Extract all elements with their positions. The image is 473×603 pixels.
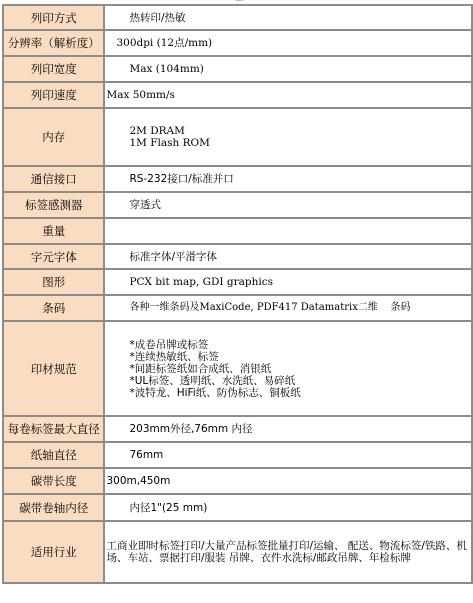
row-value (105, 31, 471, 55)
value-line: 2M DRAM (129, 125, 185, 137)
row-value (105, 417, 471, 441)
row-label: 重量 (4, 219, 103, 243)
value-line: 300dpi (12点/mm) (116, 37, 213, 49)
table-row (4, 495, 471, 520)
table-row (4, 219, 471, 243)
value-line: *UL标签、透明纸、水洗纸、易碎纸 (129, 374, 296, 387)
table-row (4, 193, 471, 217)
row-value (105, 245, 471, 268)
spec-table (2, 4, 473, 584)
row-value (105, 296, 471, 320)
row-label: 碳带长度 (4, 469, 103, 493)
value-line: *成卷吊牌或标签 (129, 338, 209, 351)
table-row (4, 522, 471, 582)
table-row (4, 245, 471, 268)
value-line: *连续热敏纸、标签 (129, 350, 219, 363)
table-row (4, 83, 471, 107)
table-row (4, 6, 471, 29)
row-value (105, 270, 471, 294)
table-row (4, 270, 471, 294)
value-line: 1M Flash ROM (129, 137, 210, 149)
value-line: 热转印/热敏 (129, 11, 186, 24)
value-line: RS-232接口/标准并口 (129, 173, 234, 185)
row-label: 内存 (4, 109, 103, 165)
value-line: 穿透式 (129, 199, 161, 211)
row-value (105, 193, 471, 217)
row-label: 字元字体 (4, 245, 103, 268)
row-value (105, 495, 471, 520)
row-value (105, 219, 471, 243)
row-label: 碳带卷轴内径 (4, 495, 103, 520)
table-row (4, 31, 471, 55)
row-value (105, 83, 471, 107)
row-label: 分辨率（解析度） (4, 31, 103, 55)
value-line: 内径1"(25 mm) (129, 501, 208, 514)
row-label: 图形 (4, 270, 103, 294)
row-label: 列印方式 (4, 6, 103, 29)
row-label: 纸轴直径 (4, 443, 103, 467)
value-line: PCX bit map, GDI graphics (129, 276, 274, 288)
value-line: *间距标签纸如合成纸、消银纸 (129, 362, 272, 375)
row-label: 条码 (4, 296, 103, 320)
row-label: 印材规范 (4, 322, 103, 415)
table-row (4, 443, 471, 467)
row-label: 列印速度 (4, 83, 103, 107)
value-line: 203mm外径,76mm 内径 (129, 423, 253, 435)
row-label: 列印宽度 (4, 57, 103, 81)
table-row (4, 417, 471, 441)
value-line: Max 50mm/s (106, 89, 175, 101)
value-line: Max (104mm) (129, 63, 204, 75)
row-value (105, 6, 471, 29)
row-value (105, 167, 471, 191)
table-row (4, 296, 471, 320)
row-value (105, 522, 471, 582)
value-line: 76mm (129, 449, 164, 461)
row-value (105, 322, 471, 415)
value-line: 各种一维条码及MaxiCode, PDF417 Datamatrix二维 条码 (129, 302, 411, 313)
row-label: 适用行业 (4, 522, 103, 582)
table-row (4, 322, 471, 415)
row-label: 每卷标签最大直径 (4, 417, 103, 441)
table-row (4, 167, 471, 191)
row-label: 标签感测器 (4, 193, 103, 217)
table-row (4, 57, 471, 81)
value-line: 标准字体/平滑字体 (129, 250, 217, 263)
table-row (4, 469, 471, 493)
table-row (4, 109, 471, 165)
value-line: *波特龙、HiFi纸、防伪标志、铜板纸 (129, 386, 301, 399)
row-label: 通信接口 (4, 167, 103, 191)
value-line: 工商业即时标签打印/大量产品标签批量打印/运输、 配送、物流标签/铁路、机场、车站、票据打印/服装 吊牌、衣件水洗标/邮政吊牌、年检标牌 (106, 540, 467, 564)
row-value (105, 57, 471, 81)
row-value (105, 109, 471, 165)
row-value (105, 443, 471, 467)
row-value (105, 469, 471, 493)
value-line: 300m,450m (106, 475, 171, 487)
